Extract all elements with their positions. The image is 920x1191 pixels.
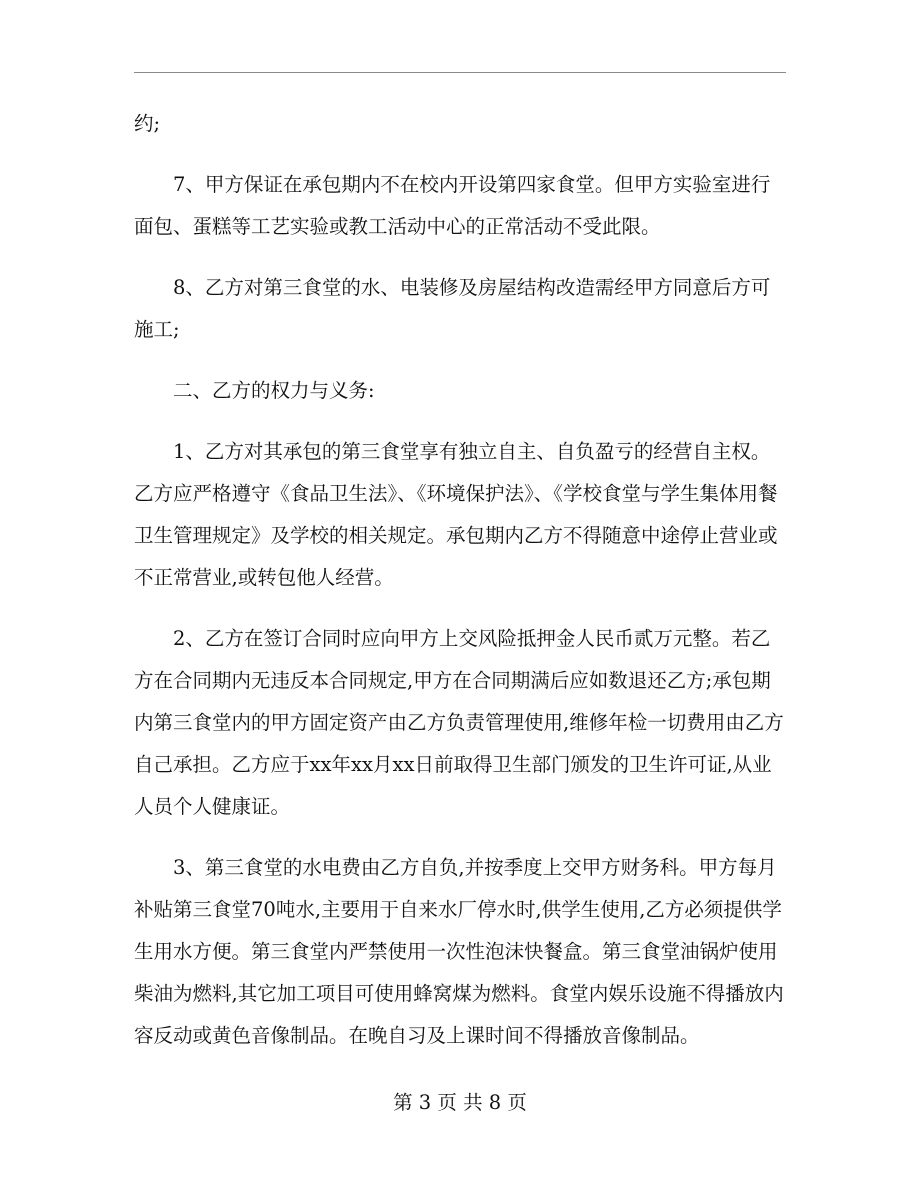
paragraph-clause-8: 8、乙方对第三食堂的水、电装修及房屋结构改造需经甲方同意后方可施工; bbox=[134, 276, 771, 341]
paragraph-clause-7: 7、甲方保证在承包期内不在校内开设第四家食堂。但甲方实验室进行面包、蛋糕等工艺实验或教工活动中心的正常活动不受此限。 bbox=[134, 173, 771, 238]
paragraph-party-b-clause-2: 2、乙方在签订合同时应向甲方上交风险抵押金人民币贰万元整。若乙方在合同期内无违反本合同规定,甲方在合同期满后应如数退还乙方;承包期内第三食堂内的甲方固定资产由乙方负责管理使用,维修年检一切费用由乙方自己承担。乙方应于xx年xx月xx日前取得卫生部门颁发的卫生许可证,从业人员个人健康证。 bbox=[134, 627, 784, 818]
paragraph-party-b-clause-3: 3、第三食堂的水电费由乙方自负,并按季度上交甲方财务科。甲方每月补贴第三食堂70吨水,主要用于自来水厂停水时,供学生使用,乙方必须提供学生用水方便。第三食堂内严禁使用一次性泡沫快餐盒。第三食堂油锅炉使用柴油为燃料,其它加工项目可使用蜂窝煤为燃料。食堂内娱乐设施不得播放内容反动或黄色音像制品。在晚自习及上课时间不得播放音像制品。 bbox=[134, 856, 784, 1047]
paragraph-continuation: 约; bbox=[134, 112, 161, 135]
document-body bbox=[134, 103, 788, 1057]
section-heading-rights-duties: 二、乙方的权力与义务: bbox=[173, 379, 375, 402]
page-number: 第 3 页 共 8 页 bbox=[393, 1091, 527, 1114]
header-rule bbox=[134, 72, 786, 73]
paragraph-party-b-clause-1: 1、乙方对其承包的第三食堂享有独立自主、自负盈亏的经营自主权。乙方应严格遵守《食品卫生法》、《环境保护法》、《学校食堂与学生集体用餐卫生管理规定》及学校的相关规定。承包期内乙方不得随意中途停止营业或不正常营业,或转包他人经营。 bbox=[134, 440, 778, 589]
